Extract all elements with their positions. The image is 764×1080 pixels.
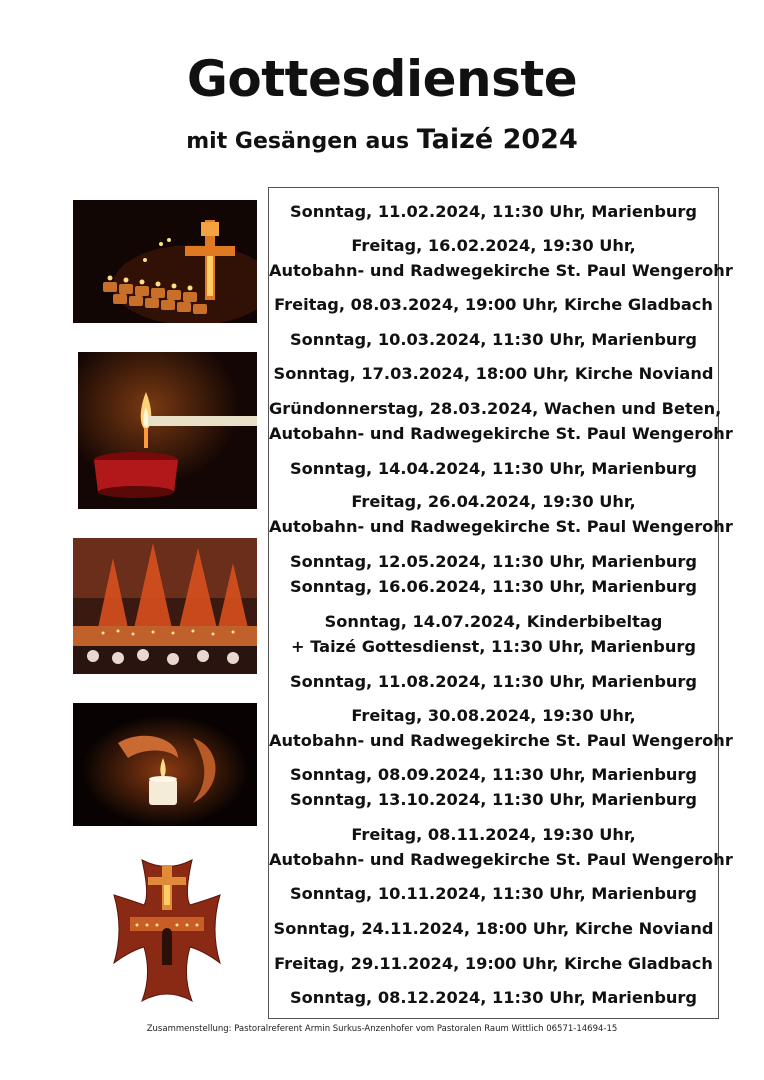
service-entry-7: [269, 456, 718, 481]
service-entry-11: [269, 669, 718, 694]
service-entry-9: [269, 549, 718, 599]
service-line: Sonntag, 08.09.2024, 11:30 Uhr, Marienburg: [289, 765, 698, 784]
service-line: Sonntag, 13.10.2024, 11:30 Uhr, Marienburg: [289, 790, 698, 809]
service-entry-1: [269, 199, 718, 224]
subtitle-emphasis: Taizé 2024: [416, 124, 578, 155]
service-entry-8: [269, 489, 733, 539]
service-line: Freitag, 16.02.2024, 19:30 Uhr,: [351, 236, 636, 255]
service-line: Sonntag, 14.04.2024, 11:30 Uhr, Marienburg: [289, 459, 698, 478]
service-line: + Taizé Gottesdienst, 11:30 Uhr, Marienburg: [291, 637, 696, 656]
service-entry-13: [269, 762, 718, 812]
service-line: Sonntag, 10.11.2024, 11:30 Uhr, Marienburg: [289, 884, 698, 903]
church-interior-photo: [73, 538, 257, 674]
service-line: Freitag, 30.08.2024, 19:30 Uhr,: [351, 706, 636, 725]
service-entry-12: [269, 703, 733, 753]
service-entry-10: [269, 609, 718, 659]
service-line: Autobahn- und Radwegekirche St. Paul Wengerohr: [269, 731, 733, 750]
service-entry-17: [269, 951, 718, 976]
service-entry-6: [269, 396, 733, 446]
service-line: Autobahn- und Radwegekirche St. Paul Wengerohr: [269, 850, 733, 869]
page-title: Gottesdienste: [186, 50, 578, 108]
service-line: Sonntag, 08.12.2024, 11:30 Uhr, Marienburg: [289, 988, 698, 1007]
service-line: Sonntag, 11.08.2024, 11:30 Uhr, Marienburg: [289, 672, 698, 691]
service-line: Freitag, 08.11.2024, 19:30 Uhr,: [351, 825, 636, 844]
service-line: Autobahn- und Radwegekirche St. Paul Wengerohr: [269, 424, 733, 443]
service-entry-14: [269, 822, 733, 872]
service-line: Gründonnerstag, 28.03.2024, Wachen und Beten,: [269, 399, 722, 418]
candles-cross-photo: [73, 200, 257, 323]
service-line: Freitag, 26.04.2024, 19:30 Uhr,: [351, 492, 636, 511]
service-line: Sonntag, 11.02.2024, 11:30 Uhr, Marienburg: [289, 202, 698, 221]
service-entry-4: [269, 327, 718, 352]
services-schedule: [268, 187, 733, 1019]
service-entry-15: [269, 881, 718, 906]
service-line: Autobahn- und Radwegekirche St. Paul Wengerohr: [269, 261, 733, 280]
service-line: Autobahn- und Radwegekirche St. Paul Wengerohr: [269, 517, 733, 536]
single-candle-photo: [78, 352, 257, 509]
service-line: Sonntag, 14.07.2024, Kinderbibeltag: [324, 612, 663, 631]
taize-cross-photo: [112, 855, 222, 1003]
subtitle-prefix: mit Gesängen aus: [186, 129, 410, 154]
service-line: Sonntag, 24.11.2024, 18:00 Uhr, Kirche Noviand: [273, 919, 714, 938]
service-line: Freitag, 08.03.2024, 19:00 Uhr, Kirche Gladbach: [274, 295, 713, 314]
hands-candle-photo: [73, 703, 257, 826]
page-subtitle: [0, 124, 764, 155]
service-line: Sonntag, 17.03.2024, 18:00 Uhr, Kirche Noviand: [273, 364, 714, 383]
service-line: Freitag, 29.11.2024, 19:00 Uhr, Kirche Gladbach: [274, 954, 713, 973]
service-entry-18: [269, 985, 718, 1010]
service-entry-5: [269, 361, 718, 386]
service-entry-16: [269, 916, 718, 941]
service-line: Sonntag, 12.05.2024, 11:30 Uhr, Marienburg: [289, 552, 698, 571]
service-entry-3: [269, 292, 718, 317]
footer-credit: Zusammenstellung: Pastoralreferent Armin Surkus-Anzenhofer vom Pastoralen Raum Wittlich 06571-14694-15: [146, 1024, 618, 1034]
service-entry-2: [269, 233, 733, 283]
service-line: Sonntag, 16.06.2024, 11:30 Uhr, Marienburg: [289, 577, 698, 596]
service-line: Sonntag, 10.03.2024, 11:30 Uhr, Marienburg: [289, 330, 698, 349]
